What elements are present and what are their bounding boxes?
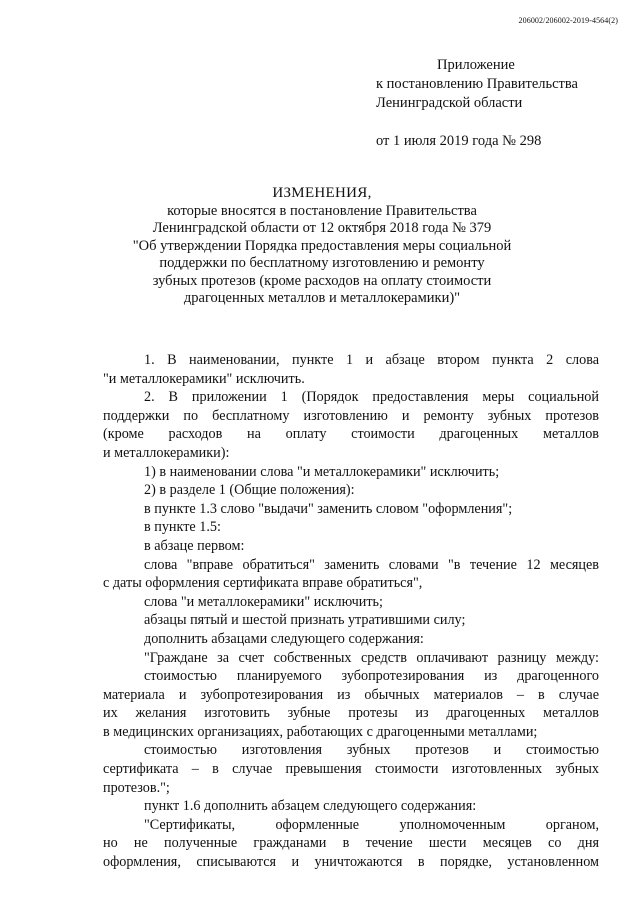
document-heading <box>100 185 544 308</box>
body-line: но не полученные гражданами в течение шести месяцев со дня <box>103 835 599 852</box>
body-line: с даты оформления сертификата вправе обратиться", <box>103 575 423 592</box>
appendix-line: Ленинградской области <box>376 95 523 111</box>
heading-line: "Об утверждении Порядка предоставления меры социальной <box>132 237 512 254</box>
appendix-block <box>0 56 578 151</box>
heading-line: которые вносятся в постановление Правительства <box>167 202 477 219</box>
heading-line: Ленинградской области от 12 октября 2018 года № 379 <box>152 220 492 236</box>
heading-title: ИЗМЕНЕНИЯ, <box>272 185 372 201</box>
heading-line: драгоценных металлов и металлокерамики)" <box>183 290 461 306</box>
body-line: в абзаце первом: <box>144 537 245 554</box>
body-line: поддержки по бесплатному изготовлению и ремонту зубных протезов <box>103 407 599 424</box>
body-line: стоимостью планируемого зубопротезирования из драгоценного <box>144 668 599 685</box>
body-line: сертификата – в случае превышения стоимости изготовленных зубных <box>103 761 599 778</box>
body-line: "Граждане за счет собственных средств оплачивают разницу между: <box>144 649 599 666</box>
appendix-date-number: от 1 июля 2019 года № 298 <box>376 133 542 149</box>
body-line: "Сертификаты, оформленные уполномоченным органом, <box>144 816 599 833</box>
body-line: 2. В приложении 1 (Порядок предоставления меры социальной <box>144 389 599 406</box>
body-line: 1. В наименовании, пункте 1 и абзаце втором пункта 2 слова <box>144 352 599 368</box>
body-line: оформления, списываются и уничтожаются в порядке, установленном <box>103 854 599 871</box>
body-line: "и металлокерамики" исключить. <box>103 370 305 387</box>
body-line: материала и зубопротезирования из обычных материалов – в случае <box>103 686 599 703</box>
body-line: в пункте 1.5: <box>144 519 221 536</box>
body-line: в пункте 1.3 слово "выдачи" заменить словом "оформления"; <box>144 500 513 517</box>
document-id: 206002/206002-2019-4564(2) <box>518 16 618 25</box>
body-line: их желания изготовить зубные протезы из драгоценных металлов <box>103 705 599 722</box>
body-line: и металлокерамики): <box>103 444 230 461</box>
document-body <box>103 351 599 872</box>
appendix-line: к постановлению Правительства <box>376 76 578 92</box>
body-line: (кроме расходов на оплату стоимости драгоценных металлов <box>103 426 599 443</box>
body-line: слова "и металлокерамики" исключить; <box>144 593 383 610</box>
body-line: 1) в наименовании слова "и металлокерамики" исключить; <box>144 463 500 480</box>
appendix-title: Приложение <box>437 57 515 73</box>
heading-line: поддержки по бесплатному изготовлению и ремонту <box>159 255 485 271</box>
body-line: протезов."; <box>103 779 170 796</box>
body-line: 2) в разделе 1 (Общие положения): <box>144 482 355 499</box>
body-line: дополнить абзацами следующего содержания: <box>144 630 424 647</box>
body-line: стоимостью изготовления зубных протезов и стоимостью <box>144 742 599 759</box>
body-line: слова "вправе обратиться" заменить словами "в течение 12 месяцев <box>144 556 599 573</box>
body-line: в медицинских организациях, работающих с драгоценными металлами; <box>103 723 538 740</box>
body-line: абзацы пятый и шестой признать утратившими силу; <box>144 612 466 629</box>
body-line: пункт 1.6 дополнить абзацем следующего содержания: <box>144 798 477 815</box>
heading-line: зубных протезов (кроме расходов на оплату стоимости <box>152 272 492 289</box>
